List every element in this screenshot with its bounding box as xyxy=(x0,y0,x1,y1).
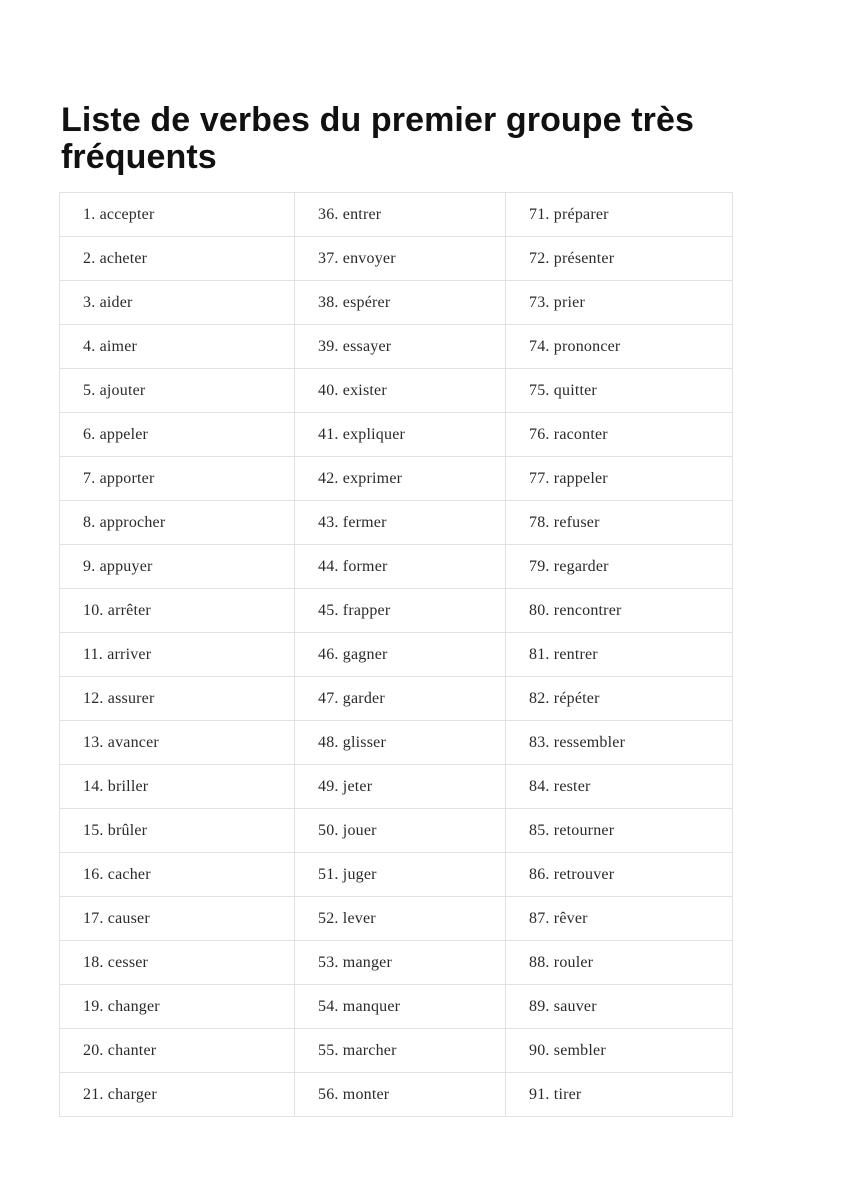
verb-cell: 43. fermer xyxy=(295,501,506,545)
table-row xyxy=(60,1029,733,1073)
verb-cell: 78. refuser xyxy=(506,501,733,545)
verb-cell: 9. appuyer xyxy=(60,545,295,589)
verb-cell: 3. aider xyxy=(60,281,295,325)
verb-cell: 84. rester xyxy=(506,765,733,809)
verb-cell: 6. appeler xyxy=(60,413,295,457)
table-row xyxy=(60,237,733,281)
verb-cell: 71. préparer xyxy=(506,193,733,237)
verb-cell: 48. glisser xyxy=(295,721,506,765)
verb-cell: 13. avancer xyxy=(60,721,295,765)
verb-cell: 42. exprimer xyxy=(295,457,506,501)
verb-cell: 4. aimer xyxy=(60,325,295,369)
verb-cell: 91. tirer xyxy=(506,1073,733,1117)
table-row xyxy=(60,633,733,677)
table-row xyxy=(60,281,733,325)
verb-cell: 90. sembler xyxy=(506,1029,733,1073)
verb-cell: 10. arrêter xyxy=(60,589,295,633)
table-row xyxy=(60,941,733,985)
verb-cell: 49. jeter xyxy=(295,765,506,809)
verb-cell: 77. rappeler xyxy=(506,457,733,501)
verb-cell: 76. raconter xyxy=(506,413,733,457)
verb-cell: 41. expliquer xyxy=(295,413,506,457)
verb-cell: 37. envoyer xyxy=(295,237,506,281)
table-row xyxy=(60,809,733,853)
verb-cell: 82. répéter xyxy=(506,677,733,721)
verb-cell: 50. jouer xyxy=(295,809,506,853)
verb-cell: 85. retourner xyxy=(506,809,733,853)
verb-cell: 15. brûler xyxy=(60,809,295,853)
table-row xyxy=(60,325,733,369)
verb-cell: 52. lever xyxy=(295,897,506,941)
verb-cell: 75. quitter xyxy=(506,369,733,413)
table-row xyxy=(60,765,733,809)
verb-cell: 2. acheter xyxy=(60,237,295,281)
verb-cell: 5. ajouter xyxy=(60,369,295,413)
verb-cell: 19. changer xyxy=(60,985,295,1029)
table-row xyxy=(60,369,733,413)
table-row xyxy=(60,677,733,721)
verb-cell: 72. présenter xyxy=(506,237,733,281)
table-row xyxy=(60,545,733,589)
verb-cell: 56. monter xyxy=(295,1073,506,1117)
verb-cell: 74. prononcer xyxy=(506,325,733,369)
verb-cell: 20. chanter xyxy=(60,1029,295,1073)
verb-cell: 7. apporter xyxy=(60,457,295,501)
verb-cell: 79. regarder xyxy=(506,545,733,589)
verb-cell: 17. causer xyxy=(60,897,295,941)
verb-cell: 81. rentrer xyxy=(506,633,733,677)
verb-cell: 89. sauver xyxy=(506,985,733,1029)
table-row xyxy=(60,413,733,457)
verb-cell: 45. frapper xyxy=(295,589,506,633)
table-row xyxy=(60,457,733,501)
verb-cell: 46. gagner xyxy=(295,633,506,677)
verb-table xyxy=(59,192,733,1117)
verb-cell: 21. charger xyxy=(60,1073,295,1117)
verb-cell: 86. retrouver xyxy=(506,853,733,897)
table-row xyxy=(60,1073,733,1117)
verb-cell: 36. entrer xyxy=(295,193,506,237)
verb-cell: 40. exister xyxy=(295,369,506,413)
verb-cell: 87. rêver xyxy=(506,897,733,941)
verb-cell: 80. rencontrer xyxy=(506,589,733,633)
verb-cell: 39. essayer xyxy=(295,325,506,369)
verb-cell: 55. marcher xyxy=(295,1029,506,1073)
verb-cell: 54. manquer xyxy=(295,985,506,1029)
verb-cell: 38. espérer xyxy=(295,281,506,325)
verb-cell: 8. approcher xyxy=(60,501,295,545)
table-row xyxy=(60,193,733,237)
table-row xyxy=(60,721,733,765)
verb-cell: 14. briller xyxy=(60,765,295,809)
verb-cell: 1. accepter xyxy=(60,193,295,237)
verb-cell: 12. assurer xyxy=(60,677,295,721)
verb-cell: 44. former xyxy=(295,545,506,589)
verb-cell: 47. garder xyxy=(295,677,506,721)
table-row xyxy=(60,853,733,897)
verb-cell: 73. prier xyxy=(506,281,733,325)
verb-cell: 16. cacher xyxy=(60,853,295,897)
verb-table-body xyxy=(60,193,733,1117)
table-row xyxy=(60,985,733,1029)
table-row xyxy=(60,501,733,545)
verb-cell: 88. rouler xyxy=(506,941,733,985)
table-row xyxy=(60,897,733,941)
table-row xyxy=(60,589,733,633)
page-title: Liste de verbes du premier groupe très fréquents xyxy=(61,101,694,176)
verb-cell: 11. arriver xyxy=(60,633,295,677)
verb-cell: 51. juger xyxy=(295,853,506,897)
verb-cell: 53. manger xyxy=(295,941,506,985)
verb-cell: 18. cesser xyxy=(60,941,295,985)
verb-cell: 83. ressembler xyxy=(506,721,733,765)
